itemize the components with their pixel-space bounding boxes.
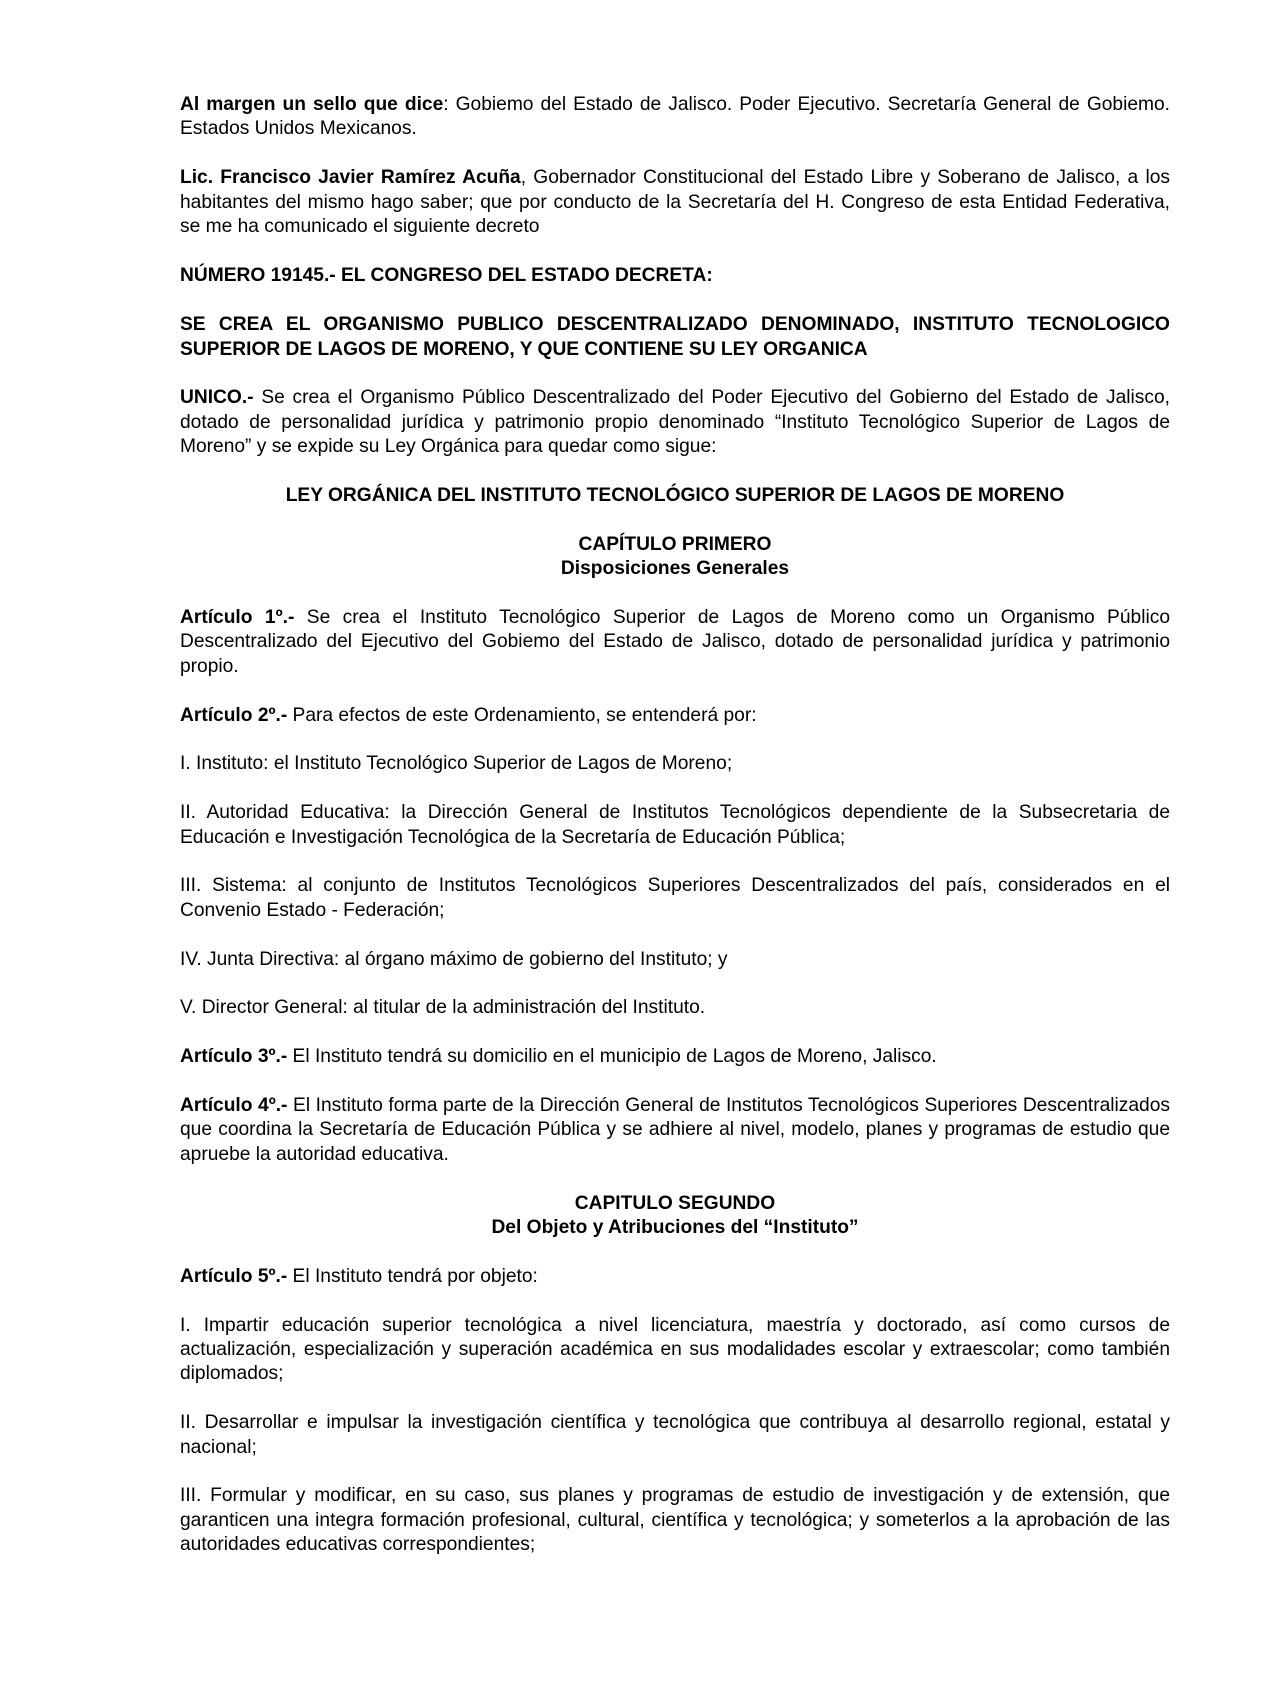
- article-5: [180, 1265, 1170, 1289]
- article-4: [180, 1094, 1170, 1167]
- article-2-label: Artículo 2º.-: [180, 704, 288, 726]
- unico-text: Se crea el Organismo Público Descentralizado del Poder Ejecutivo del Gobierno del Estado de Jalisco, dotado de personalidad jurídica y patrimonio propio denominado “Instituto Tecnológico Superior de Lagos de Moreno” y se expide su Ley Orgánica para quedar como sigue:: [180, 387, 1170, 458]
- definition-3: III. Sistema: al conjunto de Institutos Tecnológicos Superiores Descentralizados del país, considerados en el Convenio Estado - Federación;: [180, 875, 1170, 921]
- unico-paragraph: [180, 386, 1170, 459]
- article-1-label: Artículo 1º.-: [180, 607, 295, 629]
- decree-number-heading: NÚMERO 19145.- EL CONGRESO DEL ESTADO DECRETA:: [180, 264, 713, 286]
- definition-1: I. Instituto: el Instituto Tecnológico Superior de Lagos de Moreno;: [180, 753, 733, 775]
- definition-4: IV. Junta Directiva: al órgano máximo de gobierno del Instituto; y: [180, 948, 728, 970]
- objective-2: II. Desarrollar e impulsar la investigación científica y tecnológica que contribuya al desarrollo regional, estatal y nacional;: [180, 1412, 1170, 1458]
- chapter-2-subtitle: Del Objeto y Atribuciones del “Instituto”: [491, 1217, 859, 1239]
- article-4-label: Artículo 4º.-: [180, 1095, 288, 1117]
- governor-name: Lic. Francisco Javier Ramírez Acuña: [180, 167, 521, 189]
- seal-text: : Gobiemo del Estado de Jalisco. Poder Ejecutivo. Secretaría General de Gobiemo. Estados Unidos Mexicanos.: [180, 94, 1171, 140]
- decree-title: SE CREA EL ORGANISMO PUBLICO DESCENTRALIZADO DENOMINADO, INSTITUTO TECNOLOGICO SUPERIOR DE LAGOS DE MORENO, Y QUE CONTIENE SU LEY ORGANICA: [180, 314, 1170, 360]
- article-1-text: Se crea el Instituto Tecnológico Superior de Lagos de Moreno como un Organismo Público Descentralizado del Ejecutivo del Gobiemo del Estado de Jalisco, dotado de personalidad jurídica y patrimonio propio.: [180, 607, 1170, 677]
- article-3-text: El Instituto tendrá su domicilio en el municipio de Lagos de Moreno, Jalisco.: [287, 1046, 937, 1068]
- governor-paragraph: [180, 166, 1170, 239]
- chapter-2-title: CAPITULO SEGUNDO: [574, 1192, 776, 1214]
- law-title: LEY ORGÁNICA DEL INSTITUTO TECNOLÓGICO SUPERIOR DE LAGOS DE MORENO: [285, 485, 1065, 507]
- article-1: [180, 606, 1170, 679]
- objective-1: I. Impartir educación superior tecnológica a nivel licenciatura, maestría y doctorado, así como cursos de actualización, especialización y superación académica en sus modalidades escolar y extraescolar; como también diplomados;: [180, 1314, 1170, 1385]
- article-3: [180, 1045, 1170, 1069]
- article-2: [180, 704, 1170, 728]
- article-2-text: Para efectos de este Ordenamiento, se entenderá por:: [287, 704, 757, 726]
- definition-5: V. Director General: al titular de la administración del Instituto.: [180, 997, 706, 1019]
- definition-2: II. Autoridad Educativa: la Dirección General de Institutos Tecnológicos dependiente de la Subsecretaria de Educación e Investigación Tecnológica de la Secretaría de Educación Pública;: [180, 802, 1170, 848]
- chapter-1-subtitle: Disposiciones Generales: [560, 558, 790, 580]
- article-5-text: El Instituto tendrá por objeto:: [287, 1265, 538, 1287]
- seal-paragraph: [180, 93, 1170, 142]
- document-body: [180, 93, 1170, 1582]
- article-5-label: Artículo 5º.-: [180, 1265, 288, 1287]
- objective-3: III. Formular y modificar, en su caso, sus planes y programas de estudio de investigación y de extensión, que garanticen una integra formación profesional, cultural, científica y tecnológica; y someterlos a la aprobación de las autoridades educativas correspondientes;: [180, 1485, 1170, 1556]
- unico-label: UNICO.-: [180, 387, 254, 409]
- governor-text: , Gobernador Constitucional del Estado Libre y Soberano de Jalisco, a los habitantes del mismo hago saber; que por conducto de la Secretaría del H. Congreso de esta Entidad Federativa, se me ha comunicado el siguiente decreto: [180, 167, 1170, 238]
- chapter-1-title: CAPÍTULO PRIMERO: [578, 533, 772, 555]
- article-3-label: Artículo 3º.-: [180, 1046, 288, 1068]
- article-4-text: El Instituto forma parte de la Dirección General de Institutos Tecnológicos Superiores Descentralizados que coordina la Secretaría de Educación Pública y se adhiere al nivel, modelo, planes y programas de estudio que apruebe la autoridad educativa.: [180, 1095, 1170, 1165]
- seal-label: Al margen un sello que dice: [180, 94, 444, 115]
